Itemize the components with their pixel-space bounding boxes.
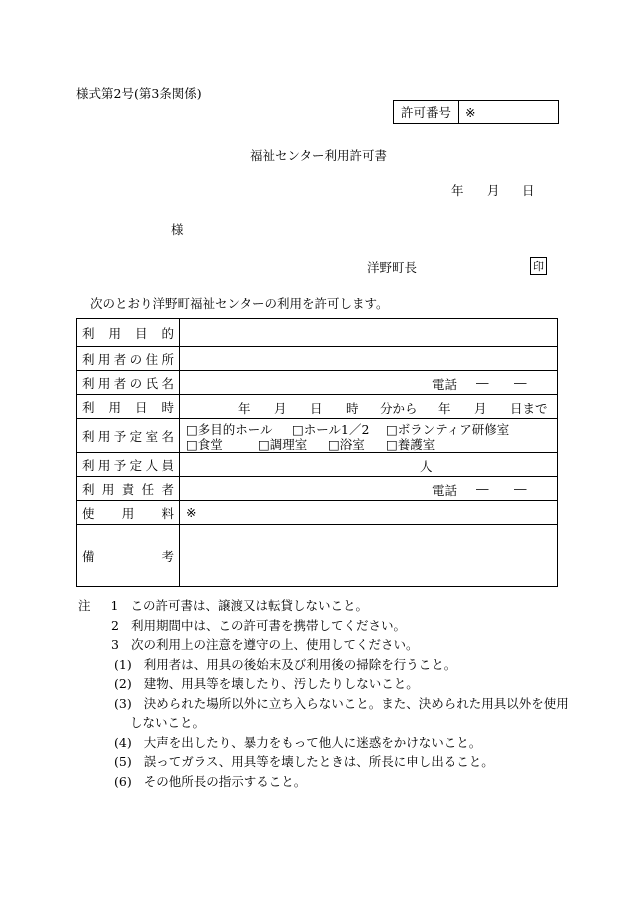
dt-minute-from: 分から	[380, 400, 418, 416]
note-sub-num: (3)	[114, 695, 132, 711]
dt-month-1: 月	[274, 400, 287, 416]
rooms-label-cell	[77, 419, 180, 453]
room-option-hall[interactable]: □多目的ホール	[186, 421, 273, 437]
note-sub-text: その他所長の指示すること。	[143, 773, 307, 789]
address-label: 利 用 者 の 住 所	[82, 351, 174, 367]
note-sub-item-4	[78, 733, 569, 753]
form-number: 様式第2号(第3条関係)	[76, 86, 202, 101]
note-sub-text: 大声を出したり、暴力をもって他人に迷惑をかけないこと。	[143, 734, 482, 750]
people-label-cell	[77, 453, 180, 477]
table-row	[77, 477, 558, 501]
address-value-cell[interactable]	[180, 347, 558, 371]
datetime-label: 利 用 日 時	[82, 399, 174, 415]
purpose-label: 利 用 目 的	[82, 325, 174, 341]
manager-tel-dash-1: ―	[476, 480, 489, 496]
room-option-volunteer[interactable]: □ボランティア研修室	[386, 421, 510, 437]
permit-number-label: 許可番号	[394, 101, 459, 123]
fee-value-cell	[180, 501, 558, 525]
table-row	[77, 395, 558, 419]
usage-table	[76, 318, 558, 587]
manager-tel-label: 電話	[432, 482, 458, 498]
dt-year-1: 年	[238, 400, 251, 416]
note-sub-item-1	[78, 655, 569, 675]
note-sub-text: 誤ってガラス、用具等を壊したときは、所長に申し出ること。	[143, 754, 494, 769]
note-sub-item-3-cont	[78, 713, 569, 733]
note-sub-num: (6)	[114, 773, 132, 789]
name-tel-label: 電話	[432, 376, 458, 392]
name-value-cell[interactable]	[180, 371, 558, 395]
intro-text: 次のとおり洋野町福祉センターの利用を許可します。	[90, 296, 389, 311]
name-label-cell	[77, 371, 180, 395]
manager-label-cell	[77, 477, 180, 501]
room-option-nursing[interactable]: □養護室	[386, 436, 436, 452]
note-sub-num: (4)	[114, 734, 132, 750]
room-option-kitchen[interactable]: □調理室	[258, 436, 308, 452]
dt-day-1: 日	[310, 400, 323, 416]
note-sub-item-6	[78, 772, 569, 792]
dt-hour-1: 時	[346, 400, 359, 416]
people-label: 利 用 予 定 人 員	[82, 457, 174, 473]
note-sub-text: 決められた場所以外に立ち入らないこと。また、決められた用具以外を使用	[143, 695, 569, 711]
addressee-suffix: 様	[171, 222, 184, 237]
fee-value: ※	[186, 505, 197, 520]
table-row	[77, 347, 558, 371]
note-item-1	[78, 596, 569, 616]
remarks-label: 備 考	[82, 549, 174, 564]
purpose-label-cell	[77, 319, 180, 347]
people-value-cell[interactable]	[180, 453, 558, 477]
rooms-value-cell	[180, 419, 558, 453]
room-option-bath[interactable]: □浴室	[328, 436, 365, 452]
dt-month-2: 月	[474, 400, 487, 416]
note-text: この許可書は、譲渡又は転貸しないこと。	[130, 598, 368, 613]
remarks-label-cell	[77, 525, 180, 587]
note-sub-text: 利用者は、用具の後始末及び利用後の掃除を行うこと。	[143, 656, 457, 672]
note-num: 2	[111, 617, 119, 633]
dt-year-2: 年	[438, 400, 451, 416]
fee-label: 使 用 料	[82, 505, 174, 521]
table-row	[77, 419, 558, 453]
notes-prefix: 注	[78, 598, 91, 613]
name-tel-dash-2: ―	[514, 374, 527, 390]
table-row	[77, 371, 558, 395]
note-sub-item-3	[78, 694, 569, 714]
manager-value-cell[interactable]	[180, 477, 558, 501]
note-num: 1	[110, 598, 119, 613]
notes-section	[78, 596, 569, 791]
rooms-label: 利 用 予 定 室 名	[82, 428, 174, 444]
note-sub-item-5	[78, 752, 569, 772]
note-text: 次の利用上の注意を遵守の上、使用してください。	[130, 637, 419, 652]
remarks-value-cell[interactable]	[180, 525, 558, 587]
note-sub-text-cont: しないこと。	[130, 715, 206, 730]
note-num: 3	[111, 637, 119, 652]
purpose-value-cell[interactable]	[180, 319, 558, 347]
table-row	[77, 453, 558, 477]
date-month: 月	[487, 183, 500, 198]
name-tel-dash-1: ―	[476, 374, 489, 390]
date-day: 日	[522, 183, 535, 198]
people-unit: 人	[420, 458, 433, 474]
permit-number-value: ※	[465, 104, 476, 120]
fee-label-cell	[77, 501, 180, 525]
datetime-label-cell	[77, 395, 180, 419]
note-item-2	[78, 616, 569, 636]
note-sub-num: (2)	[114, 676, 132, 691]
permit-number-box	[393, 100, 559, 124]
note-sub-text: 建物、用具等を壊したり、汚したりしないこと。	[143, 676, 419, 691]
manager-label: 利 用 責 任 者	[82, 481, 174, 497]
issuer-name: 洋野町長	[367, 260, 418, 275]
table-row	[77, 501, 558, 525]
note-sub-num: (5)	[114, 754, 132, 769]
name-label: 利 用 者 の 氏 名	[82, 375, 174, 391]
note-text: 利用期間中は、この許可書を携帯してください。	[130, 617, 406, 633]
table-row	[77, 525, 558, 587]
manager-tel-dash-2: ―	[514, 480, 527, 496]
document-title: 福祉センター利用許可書	[250, 148, 388, 163]
seal-mark: 印	[530, 257, 547, 275]
room-option-dining[interactable]: □食堂	[186, 436, 223, 452]
address-label-cell	[77, 347, 180, 371]
note-sub-item-2	[78, 674, 569, 694]
note-sub-num: (1)	[114, 656, 132, 672]
note-item-3	[78, 635, 569, 655]
room-option-half-hall[interactable]: □ホール1／2	[292, 421, 370, 437]
date-year: 年	[451, 183, 464, 198]
datetime-value-cell[interactable]	[180, 395, 558, 419]
table-row	[77, 319, 558, 347]
dt-day-until: 日まで	[510, 400, 548, 416]
